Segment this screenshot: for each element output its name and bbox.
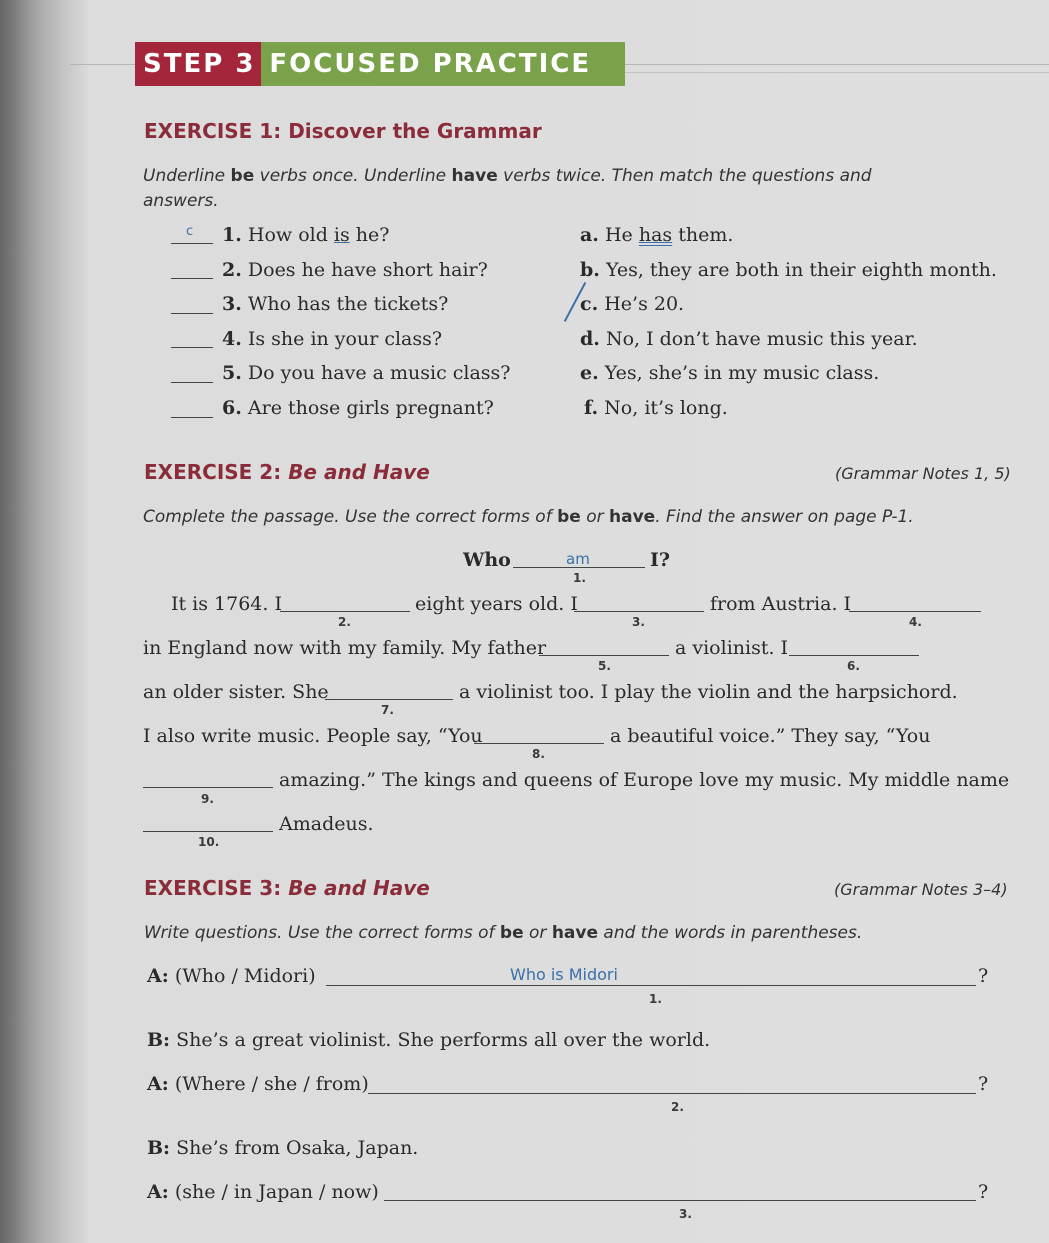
exercise-1-title: Discover the Grammar — [288, 119, 542, 143]
blank-number-10: 10. — [198, 835, 220, 849]
match-answer-1: c — [186, 224, 194, 239]
passage-blank-8[interactable] — [474, 743, 604, 744]
exercise-1-heading — [144, 119, 542, 143]
passage-line-3b: a violinist too. I play the violin and the harpsichord. — [459, 681, 958, 703]
passage-line-6: Amadeus. — [279, 813, 374, 835]
passage-blank-4[interactable] — [849, 611, 981, 612]
exercise-2-heading — [144, 460, 430, 484]
answer-b: b. Yes, they are both in their eighth month. — [580, 259, 997, 281]
question-1: 1. How old is he? — [222, 224, 390, 246]
exercise-1-label: EXERCISE 1: — [144, 119, 282, 143]
passage-title-i: I? — [650, 549, 671, 571]
dialogue-line-1: A: (Who / Midori) — [147, 965, 316, 987]
question-mark-1: ? — [978, 965, 989, 987]
blank-number-4: 4. — [909, 615, 922, 629]
exercise-2-title: Be and Have — [288, 460, 430, 484]
passage-line-2b: a violinist. I — [675, 637, 789, 659]
question-blank-2[interactable] — [368, 1093, 976, 1094]
match-blank-1[interactable] — [171, 243, 213, 244]
passage-line-1c: from Austria. I — [710, 593, 852, 615]
passage-line-4b: a beautiful voice.” They say, “You — [610, 725, 931, 747]
passage-line-3a: an older sister. She — [143, 681, 329, 703]
question-number-3: 3. — [679, 1207, 692, 1221]
question-5: 5. Do you have a music class? — [222, 362, 511, 384]
passage-answer-1: am — [566, 550, 590, 568]
question-mark-3: ? — [978, 1181, 989, 1203]
blank-number-2: 2. — [338, 615, 351, 629]
passage-line-5: amazing.” The kings and queens of Europe love my music. My middle name — [279, 769, 1010, 791]
passage-line-1a: It is 1764. I — [171, 593, 282, 615]
passage-line-1b: eight years old. I — [415, 593, 578, 615]
match-blank-3[interactable] — [171, 313, 213, 314]
passage-blank-6[interactable] — [789, 655, 919, 656]
question-number-1: 1. — [649, 992, 662, 1006]
header-rule-2 — [578, 72, 1049, 73]
match-blank-2[interactable] — [171, 278, 213, 279]
question-6: 6. Are those girls pregnant? — [222, 397, 494, 419]
passage-line-2a: in England now with my family. My father — [143, 637, 547, 659]
exercise-3-heading — [144, 876, 430, 900]
question-blank-1[interactable] — [326, 985, 976, 986]
blank-number-6: 6. — [847, 659, 860, 673]
answer-a: a. He has them. — [580, 224, 734, 246]
exercise-3-title: Be and Have — [288, 876, 430, 900]
answer-f: f. No, it’s long. — [584, 397, 728, 419]
exercise-3-notes: (Grammar Notes 3–4) — [834, 880, 1008, 899]
exercise-2-instructions: Complete the passage. Use the correct forms of be or have. Find the answer on page P-1. — [143, 507, 914, 527]
passage-blank-5[interactable] — [539, 655, 669, 656]
answer-d: d. No, I don’t have music this year. — [580, 328, 918, 350]
step-banner — [135, 42, 625, 86]
question-blank-3[interactable] — [384, 1200, 976, 1201]
step-label: STEP 3 — [135, 42, 261, 86]
blank-number-5: 5. — [598, 659, 611, 673]
question-3: 3. Who has the tickets? — [222, 293, 449, 315]
banner-title: FOCUSED PRACTICE — [261, 42, 625, 86]
passage-blank-3[interactable] — [574, 611, 704, 612]
match-blank-4[interactable] — [171, 347, 213, 348]
question-number-2: 2. — [671, 1100, 684, 1114]
dialogue-line-2: B: She’s a great violinist. She performs all over the world. — [147, 1029, 711, 1051]
passage-blank-7[interactable] — [325, 699, 453, 700]
dialogue-line-5: A: (she / in Japan / now) — [147, 1181, 379, 1203]
match-blank-5[interactable] — [171, 382, 213, 383]
passage-blank-10[interactable] — [143, 831, 273, 832]
passage-blank-2[interactable] — [280, 611, 410, 612]
dialogue-line-3: A: (Where / she / from) — [147, 1073, 369, 1095]
exercise-2-notes: (Grammar Notes 1, 5) — [835, 464, 1011, 483]
answer-e: e. Yes, she’s in my music class. — [580, 362, 880, 384]
blank-number-9: 9. — [201, 792, 214, 806]
blank-number-7: 7. — [381, 703, 394, 717]
match-blank-6[interactable] — [171, 417, 213, 418]
passage-title-who: Who — [463, 549, 511, 571]
dialogue-line-4: B: She’s from Osaka, Japan. — [147, 1137, 419, 1159]
book-spine-shadow — [0, 0, 90, 1243]
blank-number-8: 8. — [532, 747, 545, 761]
passage-blank-9[interactable] — [143, 787, 273, 788]
exercise-3-label: EXERCISE 3: — [144, 876, 282, 900]
exercise-3-instructions: Write questions. Use the correct forms of be or have and the words in parentheses. — [144, 923, 863, 943]
question-2: 2. Does he have short hair? — [222, 259, 488, 281]
blank-number-1: 1. — [573, 571, 586, 585]
question-answer-1: Who is Midori — [510, 965, 618, 984]
answer-c: c. He’s 20. — [580, 293, 685, 315]
blank-number-3: 3. — [632, 615, 645, 629]
passage-line-4a: I also write music. People say, “You — [143, 725, 483, 747]
exercise-1-instructions: Underline be verbs once. Underline have verbs twice. Then match the questions and answers. — [143, 166, 872, 211]
question-4: 4. Is she in your class? — [222, 328, 443, 350]
exercise-2-label: EXERCISE 2: — [144, 460, 282, 484]
question-mark-2: ? — [978, 1073, 989, 1095]
